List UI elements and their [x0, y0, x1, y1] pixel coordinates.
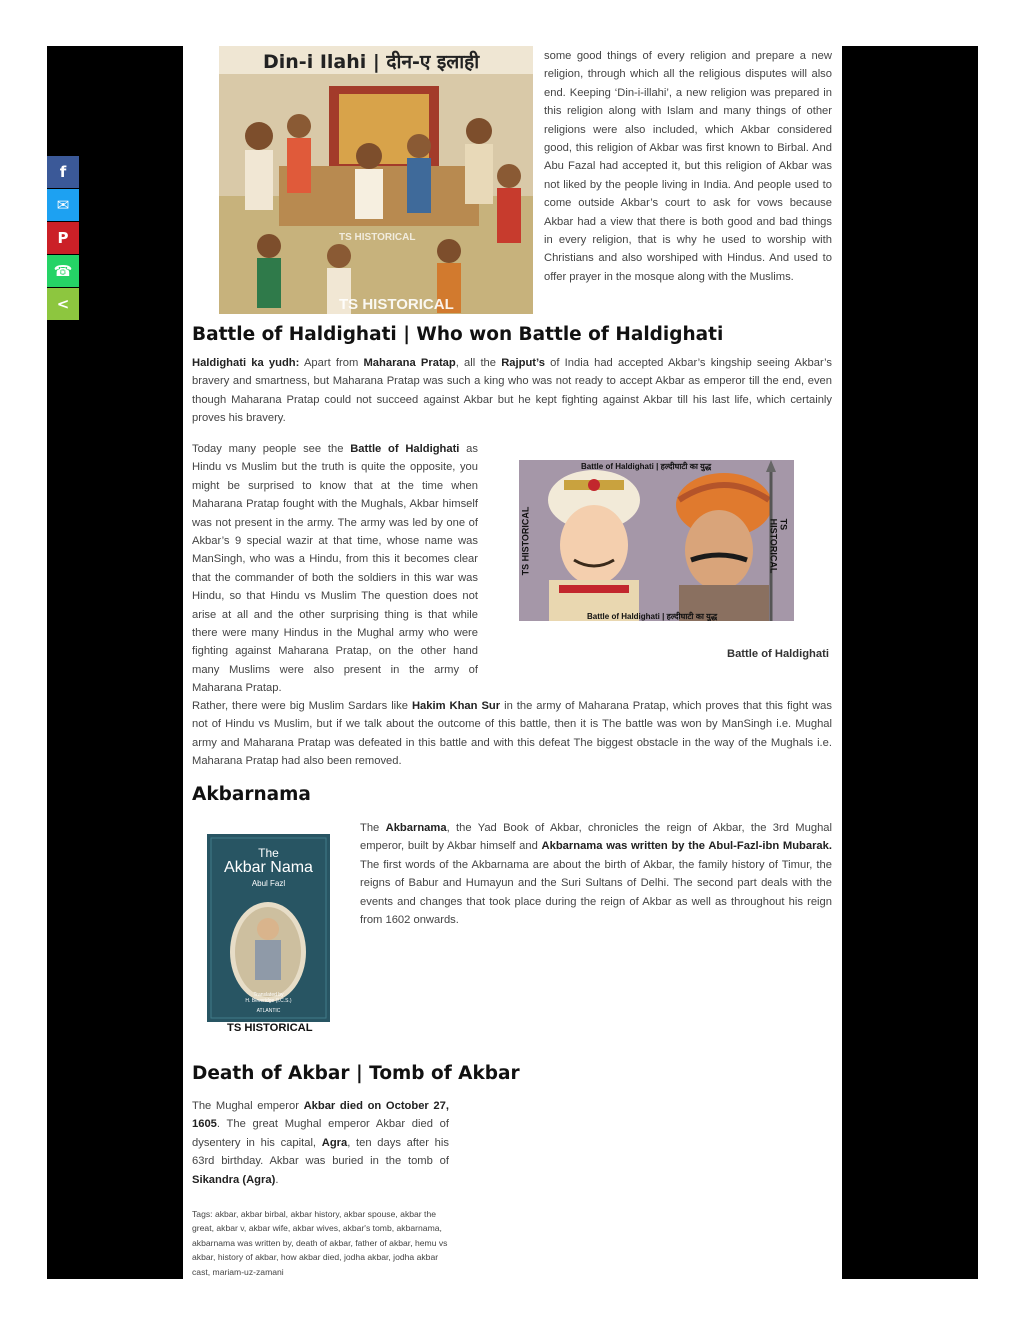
bold-text: Maharana Pratap — [363, 357, 456, 369]
book-translator: Translated by H. Beveridge (I.C.S.) — [245, 992, 292, 1004]
din-i-ilahi-image — [219, 46, 533, 314]
tag-link[interactable]: akbar wives — [292, 1223, 339, 1234]
watermark: TS HISTORICAL — [339, 296, 454, 313]
bold-text: Sikandra (Agra) — [192, 1173, 276, 1186]
din-i-ilahi-paragraph: some good things of every religion and prepare a new religion, through which all the religious disputes will also end. Keeping ‘Din-i-illahi’, a new religion was prepared in this religion along with Islam and many things of other religions were also included, which Akbar considered good, this religion of Akbar was first known to Birbal. And Abu Fazal had accepted it, but this religion of Akbar was not liked by the people living in India. And people used to come outside Akbar’s court to ask for vows because Akbar had a view that there is both good and bad things in every religion, that is why he used to worship with Christians and also worshiped with Hindus. And used to offer prayer in the mosque along with the Muslims. — [544, 50, 832, 283]
text: Today many people see the — [192, 443, 351, 455]
section-heading-death: Death of Akbar | Tomb of Akbar — [192, 1063, 520, 1084]
book-the: The — [258, 846, 279, 860]
bold-text: Hakim Khan Sur — [411, 700, 501, 712]
tag-link[interactable]: history of akbar — [217, 1252, 277, 1263]
text: of India had accepted Akbar’s kingship seeing Akbar’s bravery and smartness, but Maharana Pratap was such a king who was not ready to accept Akbar as emperor till the end, even though Maharana Pratap could not succeed against Akbar but he kept fighting against Akbar till his last life, which certainly proves his bravery. — [192, 357, 833, 425]
haldighati-paragraph-3 — [192, 697, 832, 771]
facebook-icon: f — [59, 163, 67, 181]
article-content — [183, 46, 842, 1279]
section-heading-akbarnama: Akbarnama — [192, 784, 311, 805]
akbarnama-paragraph — [360, 819, 832, 929]
bold-text: Battle of Haldighati — [350, 443, 460, 455]
twitter-share-button[interactable] — [47, 189, 79, 221]
right-margin-band — [842, 46, 978, 1279]
text: , the Yad Book of Akbar, chronicles the reign of Akbar, the 3rd Mughal emperor, built by Akbar himself and — [360, 822, 832, 853]
pinterest-share-button[interactable] — [47, 222, 79, 254]
text: The — [360, 822, 386, 834]
tag-link[interactable]: akbarnama — [396, 1223, 440, 1234]
watermark-right: TS HISTORICAL — [768, 518, 789, 574]
bold-text: Akbarnama was written by the Abul-Fazl-ibn Mubarak. — [541, 840, 832, 853]
tag-link[interactable]: how akbar died — [280, 1252, 340, 1263]
tag-link[interactable]: jodha akbar cast — [192, 1252, 439, 1277]
akbarnama-book-cover — [207, 834, 330, 1022]
bold-text: Agra — [321, 1136, 348, 1149]
book-title: Akbar Nama — [224, 859, 313, 876]
tag-link[interactable]: mariam-uz-zamani — [212, 1266, 284, 1277]
text: , all the — [455, 357, 502, 369]
haldighati-image-title-top: Battle of Haldighati | हल्दीघाटी का युद्ध — [581, 462, 712, 471]
text: , ten days after his 63rd birthday. Akbar was buried in the tomb of — [192, 1136, 449, 1168]
facebook-share-button[interactable] — [47, 156, 79, 188]
tag-link[interactable]: akbar spouse — [343, 1209, 396, 1219]
haldighati-image — [519, 460, 794, 621]
haldighati-paragraph-2 — [192, 440, 478, 698]
tags-list: Tags: akbar, akbar birbal, akbar history, akbar spouse, akbar the great, akbar v, akbar wife, akbar wives, akbar's tomb, akbarnama, akbarnama was written by, death of akbar, father of akbar, hemu vs akbar, history of akbar, how akbar died, jodha akbar, jodha akbar cast, mariam-uz-zamani — [192, 1209, 448, 1277]
social-share-bar — [47, 156, 79, 321]
din-i-ilahi-image-title: Din-i Ilahi | दीन-ए इलाही — [263, 51, 480, 73]
text: . — [275, 1173, 279, 1186]
death-paragraph — [192, 1097, 449, 1189]
tag-link[interactable]: akbar birbal — [240, 1209, 286, 1219]
text: Apart from — [299, 357, 364, 369]
section-heading-haldighati: Battle of Haldighati | Who won Battle of Haldighati — [192, 324, 724, 345]
tag-link[interactable]: akbar wife — [248, 1223, 288, 1234]
bold-text: Akbar died on October 27, 1605 — [192, 1100, 449, 1131]
watermark-left: TS HISTORICAL — [520, 506, 531, 576]
book-author: Abul Fazl — [251, 879, 286, 888]
whatsapp-icon: ☎ — [53, 262, 73, 280]
tag-link[interactable]: akbar — [214, 1209, 236, 1219]
share-share-button[interactable] — [47, 288, 79, 320]
akbarnama-caption: TS HISTORICAL — [227, 1022, 313, 1034]
din-i-ilahi-painting — [219, 46, 533, 314]
tag-link[interactable]: akbar history — [290, 1209, 339, 1219]
tag-link[interactable]: jodha akbar — [343, 1252, 389, 1263]
share-icon: < — [56, 295, 70, 313]
text: in the army of Maharana Pratap, which proves that this fight was not of Hindu vs Muslim, but if we talk about the outcome of this battle, then it is The battle was won by ManSingh i.e. Mughal army and Maharana Pratap was defeated in this battle and with this defeat The biggest obstacle in the way of the Mughals i.e. Maharana Pratap had also been removed. — [192, 700, 832, 768]
watermark: TS HISTORICAL — [339, 232, 416, 243]
pinterest-icon: P — [57, 229, 69, 247]
tags-label: Tags: — [192, 1209, 215, 1219]
book-publisher: ATLANTIC — [256, 1008, 281, 1014]
haldighati-portraits — [519, 460, 794, 621]
tag-link[interactable]: hemu vs akbar — [192, 1237, 448, 1263]
haldighati-image-title-bottom: Battle of Haldighati | हल्दीघाटी का युद्ध — [587, 612, 718, 621]
tag-link[interactable]: akbar the great — [192, 1209, 437, 1234]
text: The Mughal emperor — [192, 1100, 304, 1112]
tag-link[interactable]: akbar's tomb — [342, 1223, 392, 1234]
tag-link[interactable]: father of akbar — [355, 1237, 411, 1248]
text: as Hindu vs Muslim but the truth is quite the opposite, you might be surprised to know that at the time when Maharana Pratap fought with the Mughals, Akbar himself was not present in the army. The army was led by one of Akbar’s 9 special wazir at that time, whose name was ManSingh, who was a Hindu, from this it becomes clear that the commander of both the soldiers in this war was Hindu, so that Hindu vs Muslim The question does not arise at all and the other surprising thing is that while there were many Hindus in the Mughal army who were fighting against Maharana Pratap, on the other hand many Muslims were also present in the army of Maharana Pratap. — [192, 443, 478, 695]
whatsapp-share-button[interactable] — [47, 255, 79, 287]
bold-text: Rajput’s — [501, 357, 545, 369]
haldighati-paragraph-1 — [192, 354, 832, 428]
bold-text: Haldighati ka yudh: — [192, 357, 300, 369]
text: Rather, there were big Muslim Sardars like — [192, 700, 412, 712]
text: The first words of the Akbarnama are about the birth of Akbar, the family history of Timur, the reigns of Babur and Humayun and the Suri Sultans of Delhi. The second part deals with the events and changes that took place during the reign of Akbar as well as throughout his reign from 1602 onwards. — [360, 858, 832, 927]
tag-link[interactable]: akbar v — [216, 1223, 244, 1234]
haldighati-image-caption: Battle of Haldighati — [727, 648, 829, 660]
tag-link[interactable]: akbarnama was written by — [192, 1237, 292, 1248]
tag-link[interactable]: death of akbar — [295, 1237, 351, 1248]
bold-text: Akbarnama — [385, 822, 447, 834]
text: . The great Mughal emperor Akbar died of dysentery in his capital, — [192, 1118, 449, 1149]
twitter-icon: ✉ — [56, 196, 70, 214]
